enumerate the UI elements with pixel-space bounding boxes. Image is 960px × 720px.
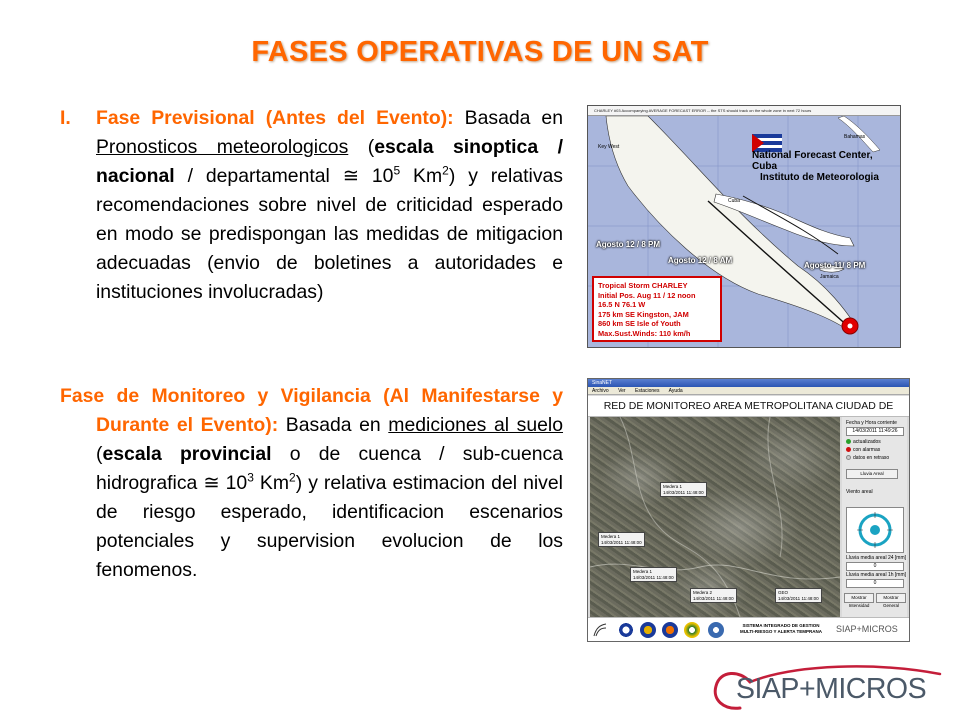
- station-time: 14/03/2011 11:48:00: [601, 539, 642, 545]
- footer-brand: SIAP+MICROS: [836, 624, 898, 634]
- station-label[interactable]: [660, 482, 707, 497]
- app-menubar: [588, 387, 909, 395]
- footer-line1: SISTEMA INTEGRADO DE GESTION: [742, 623, 820, 628]
- rain1-value: 0: [846, 579, 904, 588]
- place-label: Key West: [598, 144, 620, 150]
- date-label: Agosto 11/ 8 PM: [804, 261, 866, 270]
- menu-item[interactable]: Estaciones: [634, 388, 660, 394]
- exponent: 2: [442, 163, 449, 178]
- station-time: 14/03/2011 11:48:00: [633, 574, 674, 580]
- station-name: Medera 1: [601, 534, 621, 539]
- civil-protection-icon: [640, 622, 656, 638]
- wind-compass: [846, 507, 904, 553]
- text: Basada en: [453, 107, 564, 129]
- nfc-line1: National Forecast Center, Cuba: [752, 150, 873, 172]
- rain24-value: 0: [846, 562, 904, 571]
- station-name: Medera 1: [663, 484, 683, 489]
- rain24-label: Lluvia media areal 24 [mm]: [846, 555, 907, 561]
- datetime-value: 14/03/2011 11:49:26: [846, 427, 904, 436]
- wind-label: Viento areal: [846, 489, 873, 495]
- underlined-term: Pronosticos meteorologicos: [96, 136, 349, 158]
- storm-line: Max.Sust.Winds: 110 km/h: [598, 328, 691, 338]
- station-name: Medera 2: [693, 590, 713, 595]
- agency-seal-icon: [708, 622, 724, 638]
- slide-title: FASES OPERATIVAS DE UN SAT: [251, 36, 709, 68]
- place-label: Bahamas: [844, 134, 866, 140]
- fase-previsional-heading: Fase Previsional (Antes del Evento):: [96, 107, 454, 129]
- menu-item[interactable]: Ver: [618, 388, 626, 394]
- menu-item[interactable]: Ayuda: [668, 388, 683, 394]
- bold-term: escala provincial: [102, 443, 272, 465]
- storm-line: 16.5 N 76.1 W: [598, 300, 646, 309]
- side-panel: [842, 417, 907, 617]
- nfc-line2: Instituto de Meteorologia: [760, 172, 879, 183]
- status-row: [846, 455, 889, 461]
- station-label[interactable]: [775, 588, 822, 603]
- section-marker: I.: [60, 107, 71, 129]
- station-name: GEO: [778, 590, 789, 595]
- station-label[interactable]: [598, 532, 645, 547]
- station-time: 14/03/2011 11:48:00: [663, 489, 704, 495]
- nfc-label: [752, 150, 892, 183]
- status-label: actualizados: [853, 439, 881, 445]
- aerial-map[interactable]: [590, 417, 840, 617]
- place-label: Cuba: [728, 198, 740, 204]
- exponent: 5: [393, 163, 401, 178]
- storm-line: Initial Pos. Aug 11 / 12 noon: [598, 290, 696, 300]
- place-label: Jamaica: [820, 274, 839, 280]
- text: ) y relativas recomendaciones sobre nivel de criticidad esperado en modo se predispongan las medidas de mitigacion adecuadas (envio de boletines a autoridades e instituciones involucradas): [96, 165, 563, 303]
- exponent: 3: [247, 470, 254, 485]
- storm-line: Tropical Storm CHARLEY: [598, 281, 688, 290]
- text: Km: [253, 472, 290, 494]
- emergency-agency-icon: [662, 622, 678, 638]
- storm-info-box: [592, 276, 722, 342]
- app-header-title: RED DE MONITOREO AREA METROPOLITANA CIUDAD DE: [588, 396, 909, 417]
- hands-logo-icon: [592, 622, 608, 638]
- date-label: Agosto 12 / 8 AM: [668, 256, 733, 265]
- logo-text: SIAP+MICROS: [736, 673, 927, 705]
- app-titlebar: SinaNET: [588, 379, 909, 387]
- storm-line: 860 km SE Isle of Youth: [598, 319, 681, 328]
- lluvia-areal-button[interactable]: Lluvia Areal: [846, 469, 898, 479]
- status-dot-icon: [846, 447, 851, 452]
- monitoring-app-window: [587, 378, 910, 642]
- fase-monitoreo-block: [60, 382, 563, 585]
- status-label: datos en retraso: [853, 455, 890, 461]
- datetime-label: Fecha y Hora corriente: [846, 420, 897, 426]
- text: (: [96, 443, 103, 465]
- app-footer: [588, 617, 909, 642]
- station-label[interactable]: [630, 567, 677, 582]
- compass-icon: [847, 508, 903, 552]
- text: o de cuenca / sub-cuenca hidrografica ≅ 10: [96, 443, 563, 494]
- text: (: [348, 136, 375, 158]
- station-name: Medera 1: [633, 569, 653, 574]
- siap-micros-logo: [706, 660, 950, 714]
- mostrar-general-button[interactable]: Mostrar General: [876, 593, 906, 603]
- underlined-term: mediciones al suelo: [388, 414, 564, 436]
- text: / departamental ≅ 10: [174, 165, 394, 187]
- text: Km: [400, 165, 443, 187]
- municipal-seal-icon: [684, 622, 700, 638]
- station-label[interactable]: [690, 588, 737, 603]
- station-time: 14/03/2011 11:48:00: [693, 595, 734, 601]
- exponent: 2: [289, 470, 296, 485]
- bold-term: escala sinoptica / nacional: [96, 136, 563, 187]
- date-label: Agosto 12 / 8 PM: [596, 240, 661, 249]
- status-dot-icon: [846, 455, 851, 460]
- station-time: 14/03/2011 11:48:00: [778, 595, 819, 601]
- status-label: con alarmas: [853, 447, 881, 453]
- institution-seal-icon: [618, 622, 634, 638]
- text: ) y relativa estimacion del nivel de riesgo esperado, identificacion escenarios potenciales y supervision evolucion de los fenomenos.: [96, 472, 563, 581]
- text: Basada en: [278, 414, 389, 436]
- status-dot-icon: [846, 439, 851, 444]
- storm-forecast-map: [587, 105, 901, 348]
- river-overlay: [590, 417, 840, 617]
- status-row: [846, 439, 881, 445]
- footer-line2: MULTI-RIESGO Y ALERTA TEMPRANA: [739, 629, 823, 634]
- fase-monitoreo-heading: Fase de Monitoreo y Vigilancia (Al Manifestarse y Durante el Evento):: [60, 385, 563, 436]
- rain1-label: Lluvia media areal 1h [mm]: [846, 572, 907, 578]
- status-row: [846, 447, 880, 453]
- mostrar-intensidad-button[interactable]: Mostrar Intensidad: [844, 593, 874, 603]
- footer-system-text: [736, 623, 826, 635]
- fase-previsional-block: [60, 104, 563, 307]
- storm-line: 175 km SE Kingston, JAM: [598, 309, 689, 319]
- map-header: CHARLEY #03 Accompanying AVERAGE FORECAST ERROR -- the STS should track on the whole zone in next 72 hours: [588, 106, 900, 116]
- menu-item[interactable]: Archivo: [592, 388, 609, 394]
